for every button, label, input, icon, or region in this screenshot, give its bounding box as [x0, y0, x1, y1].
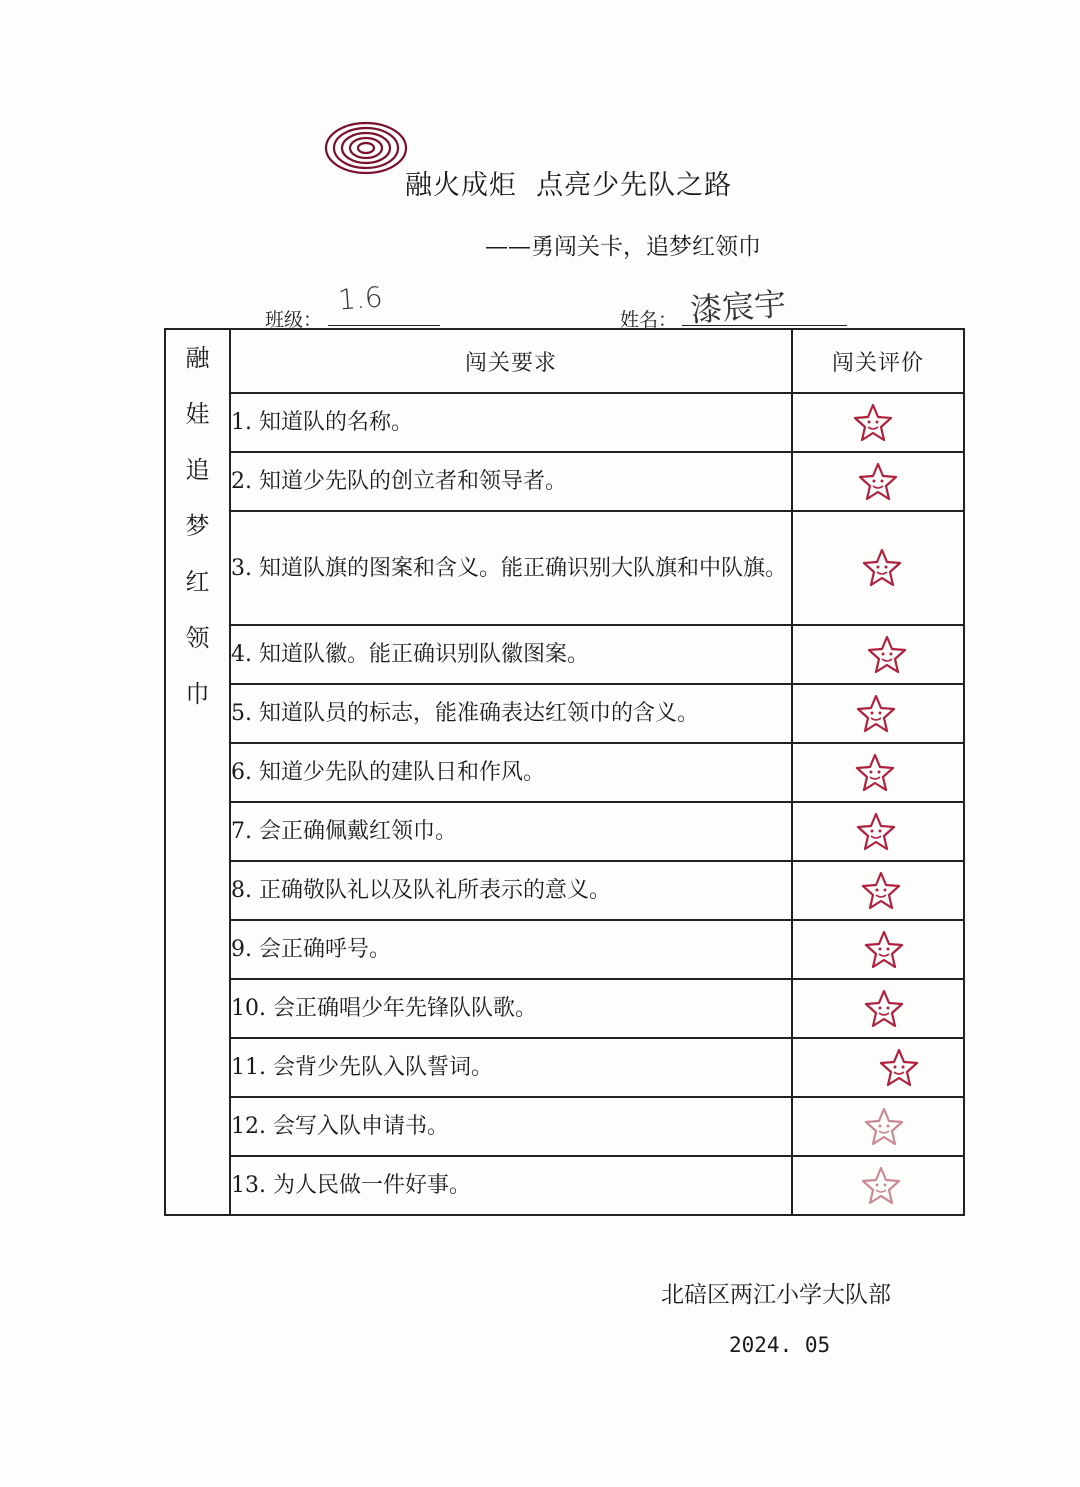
evaluation-cell — [792, 743, 964, 802]
requirement-text: 9. 会正确呼号。 — [230, 920, 792, 979]
requirement-header: 闯关要求 — [230, 329, 792, 393]
star-stamp-icon — [859, 1164, 903, 1208]
name-value-handwritten: 漆宸宇 — [688, 284, 788, 330]
evaluation-cell — [792, 1156, 964, 1215]
table-row — [165, 743, 964, 802]
evaluation-cell — [792, 920, 964, 979]
evaluation-cell — [792, 861, 964, 920]
class-label: 班级： — [265, 309, 323, 331]
table-row — [165, 979, 964, 1038]
table-row — [165, 1156, 964, 1215]
star-stamp-icon — [865, 633, 909, 677]
requirement-text: 7. 会正确佩戴红领巾。 — [230, 802, 792, 861]
side-label-cell — [165, 329, 230, 1215]
evaluation-cell — [792, 393, 964, 452]
name-label: 姓名： — [620, 309, 678, 331]
evaluation-cell — [792, 511, 964, 625]
evaluation-cell — [792, 684, 964, 743]
star-stamp-icon — [860, 546, 904, 590]
table-row — [165, 452, 964, 511]
evaluation-header: 闯关评价 — [792, 329, 964, 393]
requirement-text: 12. 会写入队申请书。 — [230, 1097, 792, 1156]
table-row — [165, 802, 964, 861]
table-row — [165, 684, 964, 743]
organization-name: 北碚区两江小学大队部 — [661, 1282, 891, 1308]
star-stamp-icon — [854, 810, 898, 854]
evaluation-cell — [792, 625, 964, 684]
requirement-text: 13. 为人民做一件好事。 — [230, 1156, 792, 1215]
side-label-char: 红 — [185, 568, 210, 596]
star-stamp-icon — [862, 1105, 906, 1149]
requirement-text: 2. 知道少先队的创立者和领导者。 — [230, 452, 792, 511]
evaluation-cell — [792, 452, 964, 511]
star-stamp-icon — [851, 401, 895, 445]
document-subtitle: ——勇闯关卡，追梦红领巾 — [485, 234, 761, 260]
star-stamp-icon — [853, 751, 897, 795]
star-stamp-icon — [859, 869, 903, 913]
requirement-text: 5. 知道队员的标志，能准确表达红领巾的含义。 — [230, 684, 792, 743]
table-row — [165, 1038, 964, 1097]
star-stamp-icon — [877, 1046, 921, 1090]
requirement-text: 3. 知道队旗的图案和含义。能正确识别大队旗和中队旗。 — [230, 511, 792, 625]
requirement-text: 11. 会背少先队入队誓词。 — [230, 1038, 792, 1097]
evaluation-cell — [792, 1097, 964, 1156]
star-stamp-icon — [862, 987, 906, 1031]
requirement-text: 1. 知道队的名称。 — [230, 393, 792, 452]
side-label-char: 融 — [185, 344, 210, 372]
requirement-text: 8. 正确敬队礼以及队礼所表示的意义。 — [230, 861, 792, 920]
side-label-char: 追 — [185, 456, 210, 484]
table-row — [165, 861, 964, 920]
table-row — [165, 920, 964, 979]
star-stamp-icon — [856, 460, 900, 504]
spiral-doodle — [322, 118, 408, 178]
table-row — [165, 393, 964, 452]
side-label-char: 巾 — [185, 680, 210, 708]
requirement-text: 6. 知道少先队的建队日和作风。 — [230, 743, 792, 802]
evaluation-cell — [792, 802, 964, 861]
evaluation-cell — [792, 979, 964, 1038]
star-stamp-icon — [854, 692, 898, 736]
side-label-char: 领 — [185, 624, 210, 652]
requirement-text: 10. 会正确唱少年先锋队队歌。 — [230, 979, 792, 1038]
checklist-table — [164, 328, 965, 1216]
table-row — [165, 511, 964, 625]
document-date: 2024. 05 — [729, 1333, 831, 1357]
document-title: 融火成炬 点亮少先队之路 — [405, 170, 733, 201]
side-label-char: 梦 — [185, 512, 210, 540]
evaluation-cell — [792, 1038, 964, 1097]
side-label-char: 娃 — [185, 400, 210, 428]
table-row — [165, 625, 964, 684]
class-underline — [328, 325, 440, 326]
class-value-handwritten: 1.6 — [336, 280, 384, 317]
table-row — [165, 1097, 964, 1156]
requirement-text: 4. 知道队徽。能正确识别队徽图案。 — [230, 625, 792, 684]
star-stamp-icon — [862, 928, 906, 972]
